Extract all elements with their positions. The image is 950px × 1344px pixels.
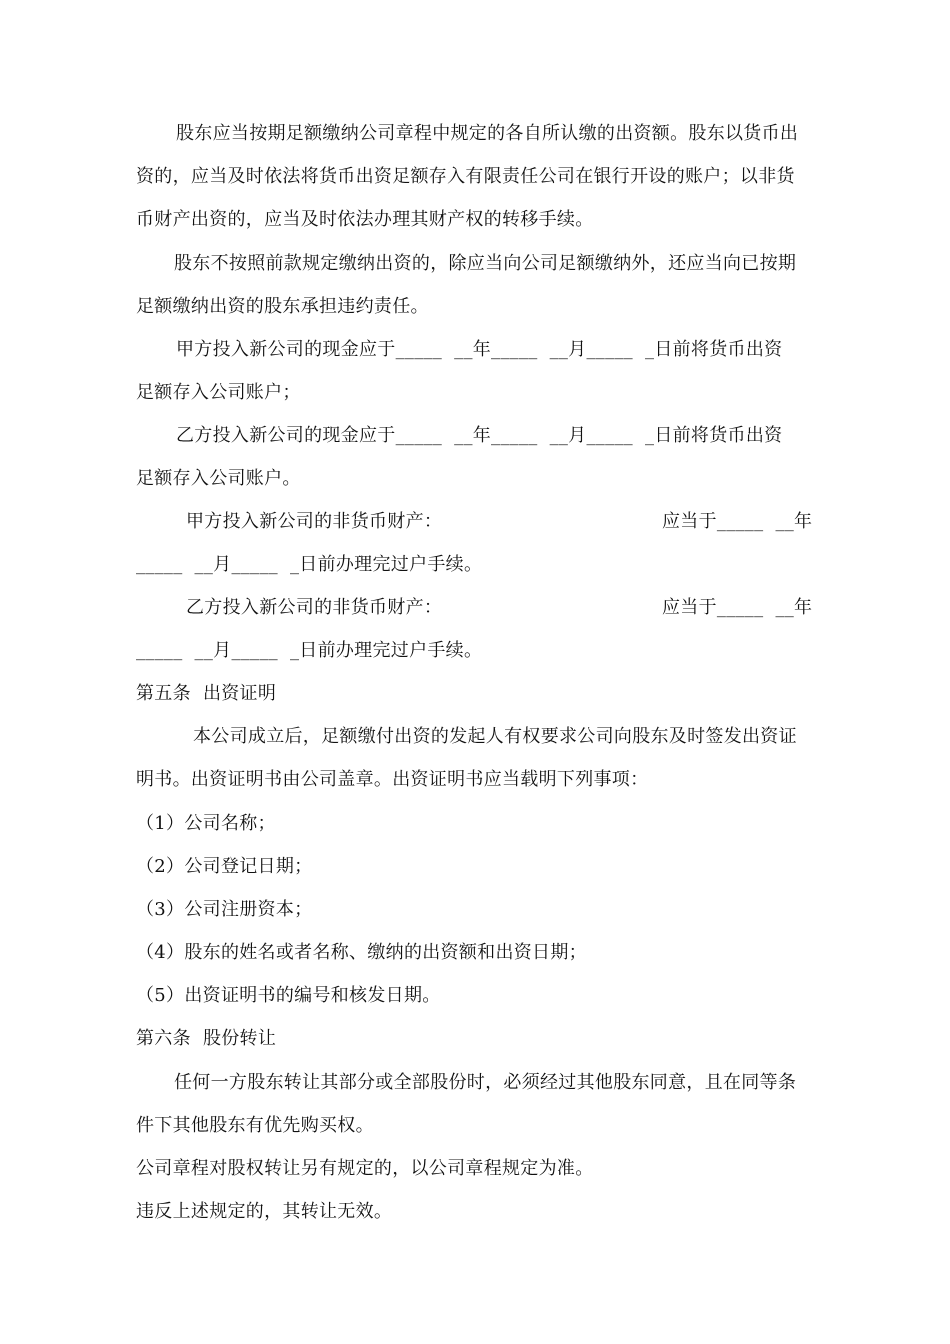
paragraph-line: 甲方投入新公司的非货币财产： [186, 511, 443, 532]
section-heading: 第五条 出资证明 [136, 683, 277, 704]
paragraph-line: 足额存入公司账户。 [136, 468, 301, 489]
list-item: （1）公司名称； [136, 813, 276, 834]
paragraph-line: _____ __月_____ _日前办理完过户手续。 [136, 640, 483, 661]
paragraph-line: 乙方投入新公司的现金应于_____ __年_____ __月_____ _日前将货币出资 [176, 425, 783, 446]
paragraph-line: 明书。出资证明书由公司盖章。出资证明书应当载明下列事项： [136, 769, 649, 790]
list-item: （2）公司登记日期； [136, 856, 313, 877]
paragraph-line: 件下其他股东有优先购买权。 [136, 1115, 374, 1136]
list-item: （5）出资证明书的编号和核发日期。 [136, 985, 441, 1006]
paragraph-line: 足额存入公司账户； [136, 382, 301, 403]
list-item: （3）公司注册资本； [136, 899, 313, 920]
paragraph-line: 甲方投入新公司的现金应于_____ __年_____ __月_____ _日前将货币出资 [176, 339, 783, 360]
paragraph-line: 本公司成立后，足额缴付出资的发起人有权要求公司向股东及时签发出资证 [193, 726, 797, 747]
paragraph-line: 应当于_____ __年 [662, 597, 813, 618]
list-item: （4）股东的姓名或者名称、缴纳的出资额和出资日期； [136, 942, 587, 963]
paragraph-line: 币财产出资的，应当及时依法办理其财产权的转移手续。 [136, 209, 594, 230]
paragraph-line: 任何一方股东转让其部分或全部股份时，必须经过其他股东同意，且在同等条 [174, 1072, 797, 1093]
paragraph-line: 违反上述规定的，其转让无效。 [136, 1201, 393, 1222]
paragraph-line: 股东应当按期足额缴纳公司章程中规定的各自所认缴的出资额。股东以货币出 [176, 123, 799, 144]
paragraph-line: 股东不按照前款规定缴纳出资的，除应当向公司足额缴纳外，还应当向已按期 [174, 253, 797, 274]
paragraph-line: 公司章程对股权转让另有规定的，以公司章程规定为准。 [136, 1158, 594, 1179]
paragraph-line: _____ __月_____ _日前办理完过户手续。 [136, 554, 483, 575]
paragraph-line: 资的，应当及时依法将货币出资足额存入有限责任公司在银行开设的账户；以非货 [136, 166, 795, 187]
paragraph-line: 应当于_____ __年 [662, 511, 813, 532]
paragraph-line: 乙方投入新公司的非货币财产： [186, 597, 443, 618]
paragraph-line: 足额缴纳出资的股东承担违约责任。 [136, 296, 429, 317]
section-heading: 第六条 股份转让 [136, 1028, 277, 1049]
